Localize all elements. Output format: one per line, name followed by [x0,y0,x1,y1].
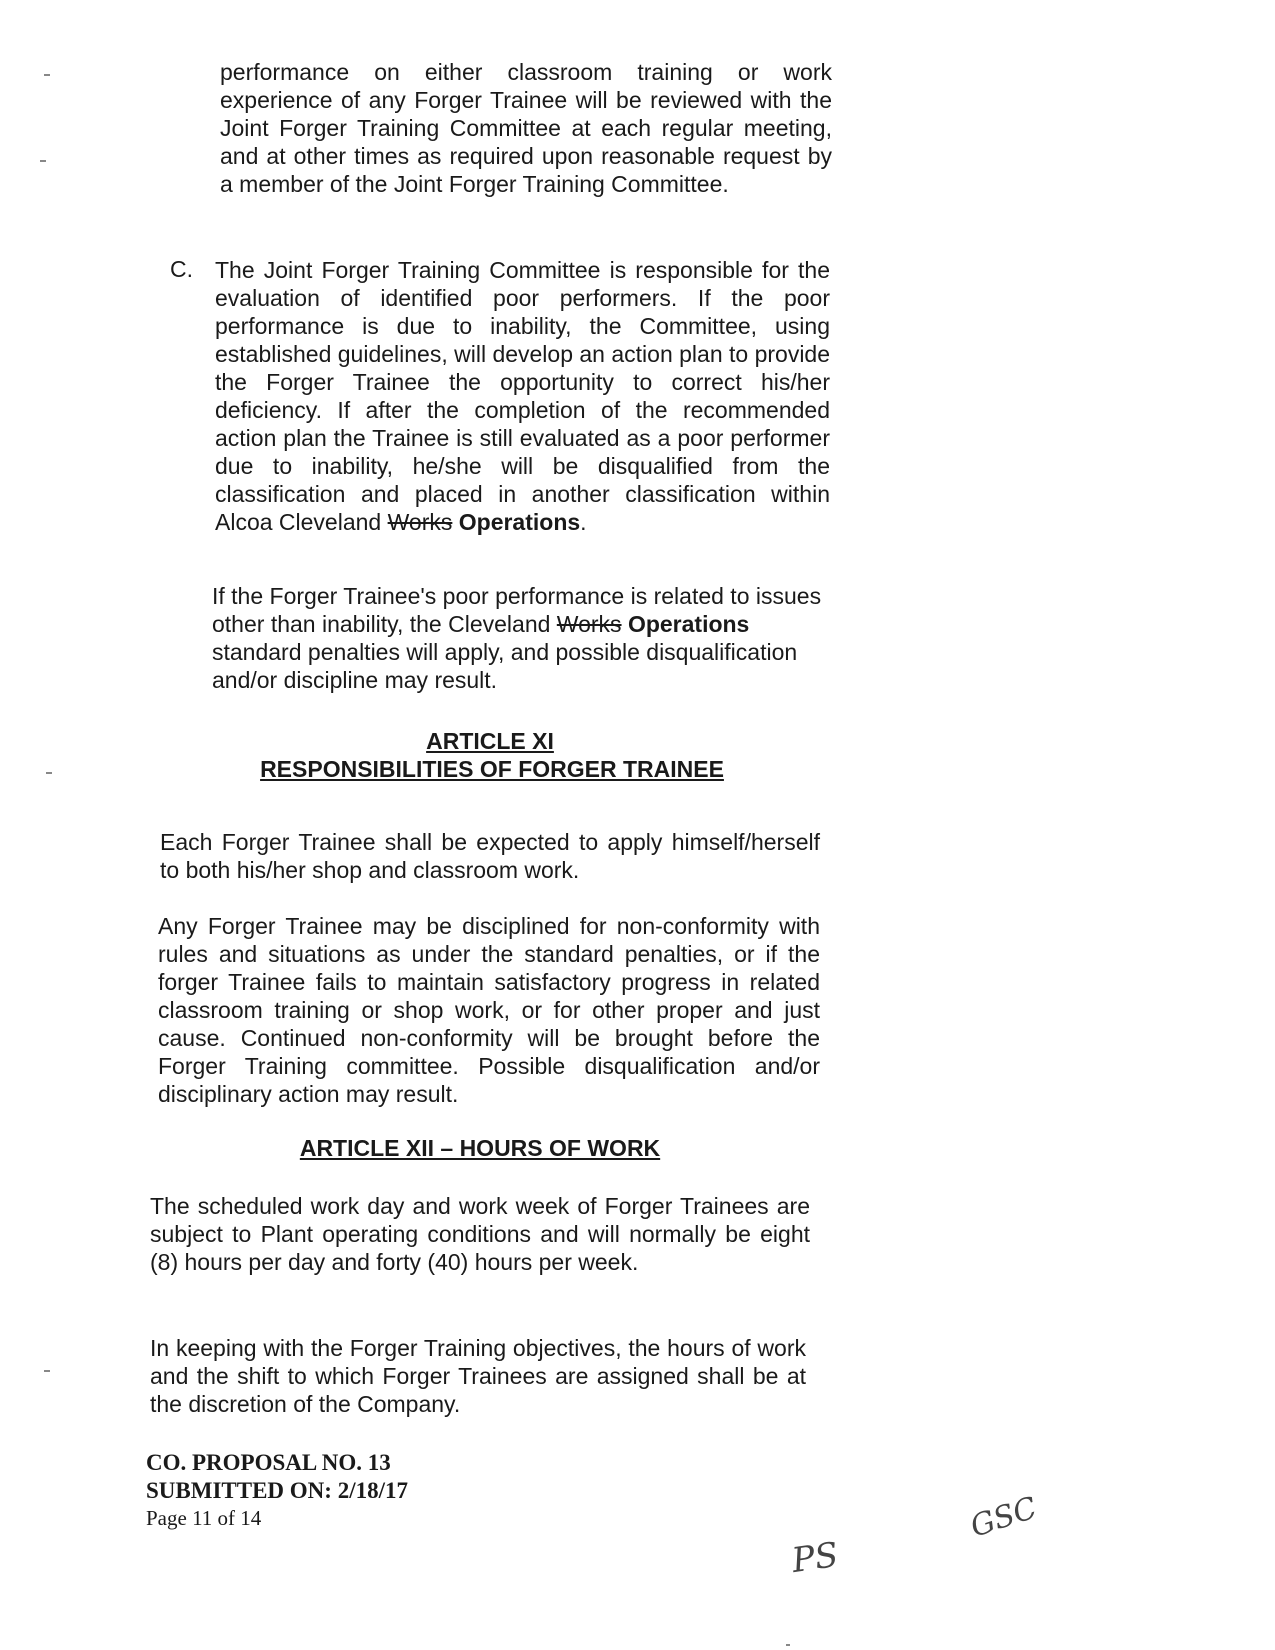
paragraph-shift-discretion [150,1334,806,1418]
paragraph-discipline-text: Any Forger Trainee may be disciplined for non-conformity with rules and situations as under the standard penalties, or if the forger Trainee fails to maintain satisfactory progress in related classroom training or shop work, or for other proper and just cause. Continued non-conformity will be brought before the Forger Training committee. Possible disqualification and/or disciplinary action may result. [158,913,820,1107]
scan-speck [44,1370,50,1372]
footer-proposal-number: CO. PROPOSAL NO. 13 [146,1450,391,1475]
footer-submitted-date: SUBMITTED ON: 2/18/17 [146,1478,408,1503]
paragraph-scheduled-hours [150,1192,810,1276]
paragraph-continuation-text: performance on either classroom training or work experience of any Forger Trainee will be reviewed with the Joint Forger Training Committee at each regular meeting, and at other times as required upon reasonable request by a member of the Joint Forger Training Committee. [220,59,832,197]
paragraph-c-second-start: If the Forger Trainee's poor performance is related to issues other than inability, the Cleveland [212,583,822,637]
paragraph-c-second [212,582,824,694]
paragraph-each-trainee [160,828,820,884]
paragraph-each-trainee-text: Each Forger Trainee shall be expected to apply himself/herself to both his/her shop and classroom work. [160,829,820,883]
struck-word-works: Works [387,509,453,535]
paragraph-c-second-text [212,582,824,694]
article-xi-title: RESPONSIBILITIES OF FORGER TRAINEE [260,756,724,782]
paragraph-scheduled-hours-text: The scheduled work day and work week of Forger Trainees are subject to Plant operating conditions and will normally be eight (8) hours per day and forty (40) hours per week. [150,1193,810,1275]
paragraph-c-second-end: standard penalties will apply, and possible disqualification and/or discipline may result. [212,639,798,693]
article-xii-heading: ARTICLE XII – HOURS OF WORK [299,1135,661,1161]
scan-speck [44,74,50,76]
scan-speck [40,160,46,162]
struck-word-works-2: Works [556,611,622,637]
handwritten-initials-ps: PS [789,1534,841,1582]
inserted-word-operations: Operations [458,509,581,535]
article-xi-heading: ARTICLE XI [426,728,554,754]
paragraph-discipline [158,912,820,1108]
scan-speck [46,772,52,774]
scan-speck [786,1644,790,1646]
item-marker-c: C. [170,256,193,282]
paragraph-c-text [215,256,830,536]
footer-page-number: Page 11 of 14 [146,1506,262,1530]
paragraph-c-body: The Joint Forger Training Committee is responsible for the evaluation of identified poor performers. If the poor performance is due to inability, the Committee, using established guidelines, will develop an action plan to provide the Forger Trainee the opportunity to correct his/her deficiency. If after the completion of the recommended action plan the Trainee is still evaluated as a poor performer due to inability, he/she will be disqualified from the classification and placed in another classification within Alcoa Cleveland [215,257,831,535]
paragraph-c [215,256,830,536]
inserted-word-operations-2: Operations [627,611,750,637]
paragraph-shift-discretion-text: In keeping with the Forger Training objectives, the hours of work and the shift to which Forger Trainees are assigned shall be at the discretion of the Company. [150,1335,806,1417]
handwritten-initials-gsc: GSC [966,1490,1042,1545]
paragraph-c-end: . [580,509,587,535]
paragraph-continuation [220,58,832,198]
